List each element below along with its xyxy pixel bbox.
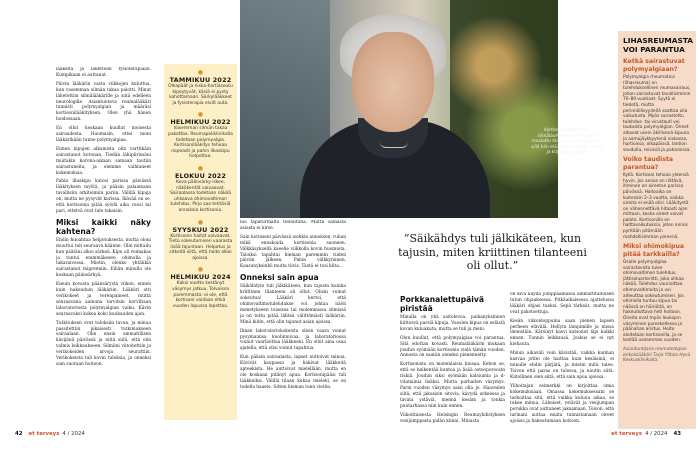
paragraph: Sain kotinseni päivässä isohkin annoksen, ruhan mikä ennakoida kortisonia suoneen. Välkkäsyksellä kaeelle viikkolla kovin huomiota. Taloiksi tapahtui hieman paremmin viiden päivän jälkeen. Pahin välkkyminen. Kaasunyksinkö mutta tiivis. Tästä ei tosi kilta... bbox=[240, 234, 346, 270]
sidebar-text: Osalle polymyalgiaa sairastavista tulee ohimovaltimon tulehdus, jättisoluarteriitti, joka uhkaa näköä. Tulehdus vaurioittaa ohimovaltimoita ja voi aiheuttaa sokeutumisen. Jos ohimolla tuntuu kipua tai näössä on häiriöitä, on hakeuduttava heti hoitoon. Oireita ovat myös leukojen väsyminen pureskellessa ja päänahan aristus. Hoito aloitetaan kortisonilla, ja se kestää useamman vuoden. bbox=[623, 260, 684, 344]
paragraph: Viikoittaisesta Helsingin Reumayhdistyksen vesijumppasta pidän kiinni. Minusta bbox=[400, 412, 505, 424]
sidebar-heading: Voiko taudista parantua? bbox=[623, 156, 674, 171]
paragraph: hoi tapaturmalta tietoiltuna. Mutta samasta asiasta ei kirse. bbox=[240, 220, 346, 231]
issue-number: 4 / 2024 bbox=[645, 431, 668, 437]
timeline-year: SYYSKUU 2022 bbox=[172, 225, 229, 234]
timeline-dot-icon: ● bbox=[197, 218, 204, 226]
paragraph: Säikähdyin tuli jälkikäteen, kun tajusin kuinka kriittinen tilanteeni oli ollut. Olisin voinut sokeutua! Lääkäri kertoi, että ohimovaltimotulehdukse voi johtaa näön menetykseen toisessa tai molemmissa silmissä ja on tuttu pitää lähteä välittömästi lääkäriin. Minä kiitin, että olin tajunut asian ajoissa. bbox=[240, 284, 346, 325]
paragraph: Ehdin huoahtaa helpotuksesta, mutta oloni muuttui tuli seuraava käänne. Olin mittailu kun päätäni alkoi särkeä. Kipu oli voimakas ja tuntui enimmäkseen ohimolla ja takaraivossa. Mietin, olenko yhtäkkiä sairastanut migreeniin. Eihän minulla ole koskaan päänsärkyä. bbox=[56, 237, 151, 279]
timeline-year: ELOKUU 2022 bbox=[174, 171, 227, 180]
article-column-1 bbox=[56, 67, 151, 427]
page-right bbox=[348, 0, 696, 450]
sidebar-credit: Asiantuntijana reumatologian erikoislääkäri Tarja Ylitalo Hyvä Keskusklinikalta. bbox=[623, 346, 691, 364]
photo-caption: Kortisonilääkitykseen silmälauhkassa olisi lopulta maalattu tämän vuoden lopussa, sillä hän elää aina kalliolta välittä ja kilpailun ajoissa. bbox=[530, 128, 604, 156]
timeline-item bbox=[168, 112, 233, 160]
subheading: Onneksi sain apua bbox=[240, 273, 319, 283]
paragraph: lääkeitä ja liikettoen fysioterapiaan. Kumpikaan ei auttanut. bbox=[56, 67, 151, 78]
timeline-item bbox=[168, 220, 233, 262]
pull-quote: ”Säikähdys tuli jälkikäteen, kun tajusin, miten kriittinen tilanteeni oli ollut.” bbox=[398, 232, 587, 272]
timeline-dot-icon: ● bbox=[197, 164, 204, 172]
sidebar-text: Kyllä. Kortisoni tehoaa yleensä hyvin. Jos annos on riittävä, ihminen on oireeton parissa päivässä. Hoitoaika on kuitenkin 2–3 vuotta, vaikka oireita ei enää olisi. Lääkitystä on vähennettävä hitaasti ajan mittaan, koska oireet voivat palata. Kortisonilla on haittavaikutuksia, joten annos pyritään pitämään mahdollisimman pienenä. bbox=[623, 173, 689, 240]
article-column-3 bbox=[240, 220, 346, 425]
timeline-text: Kortisonin haitat vaivaavat. Tieto sokeutumisen vaarasta lisää tajuntaan. Helpotus ja sitkeitä siitä, että hoito alkoi ajoissa. bbox=[168, 233, 233, 261]
timeline-item bbox=[168, 166, 233, 214]
sidebar-text: Polymyalgia rheumatica (lihasreuma) on tulehduksellinen reumasairaus, johon sairastuvat tavallisimmin 70–80-vuotiaat. Syytä ei tiedetä, mutta perinnöllisyydellä saattaa olla vaikutusta. Myös sairastettu tulehdus- tai virustauti voi laukaista polymyalgian. Oireet alkavat usein äkillisenä kipuna ja aamujäykkyytenä niskassa, hartioissa, olkapäissä, lantion seudulla, reisissä ja pakaroissa. bbox=[623, 75, 691, 153]
paragraph: on kiva käydä jumppaamassa ammattitaitoisen tutun ohjauksessa. Pitkäaikaisessa ajattelussa lääkäri ohjasi tueksi. Sepä tärkeät, mutta ne ovat pakotsettuja. bbox=[510, 292, 614, 315]
footer-right bbox=[611, 431, 681, 438]
timeline-dot-icon: ● bbox=[197, 266, 204, 274]
paragraph: Minulla on yhä saitolevoa, paikanyksinnen kiittosvä parsiä kipuja. Vuosien kipua on selästä kovan kuluakuta, mutta se tuli ja meni. bbox=[400, 315, 505, 332]
timeline-dot-icon: ● bbox=[197, 69, 204, 76]
page-number: 43 bbox=[673, 431, 681, 437]
issue-number: 4 / 2024 bbox=[62, 431, 85, 437]
sidebar-heading: Miksi ohimokipua pitää tarkkailla? bbox=[623, 243, 685, 258]
paragraph: En ollut koskaan kuullut moisesta sairaudesta. Huomasin, ettei moni lääkärikään tunne polymyalgiaa. bbox=[56, 126, 151, 143]
timeline-text: Vasemman silmän takaa pakottaa. Reumapoliklinikalla todetaan polymyalgia. Kortisonilääkitys tehoaa nopeasti ja pahin ilkaskipu helpottaa. bbox=[168, 126, 233, 160]
sidebar-title: LIHASREUMASTA VOI PARANTUA bbox=[623, 36, 694, 54]
magazine-brand: et terveys bbox=[28, 431, 60, 437]
article-column-5 bbox=[510, 292, 614, 425]
timeline-text: Kova päänsärky iskee, näkökentät vaivaavat. Sairaalassa todetaan näköä uhkaava ohimovaltimon tulehdus. Pirjo saa tehtäviä annoksia kortisonia. bbox=[170, 179, 231, 213]
timeline-year: HELMIKUU 2022 bbox=[170, 118, 231, 127]
paragraph: Kesän viikonloppuina saan pienen lapsen perheen elävillä. Hellyin lämpimille ja niissa ilmeistäin. Kärsinyt kasvi katsonut läpi kaikki ennen. Tunnin leikkausä. Joskus se ei nyt kiehauta. bbox=[510, 318, 614, 348]
timeline-text: Olkapäät ja niska-hartiaseutu kipeytyvät, käsiä ei pysty kohottamaan. Särkylääkkeet ja fysioterapia eivät auta. bbox=[168, 84, 233, 106]
timeline-year: TAMMIKUU 2022 bbox=[169, 76, 232, 84]
footer-left bbox=[15, 431, 85, 438]
timeline-dot-icon: ● bbox=[197, 111, 204, 119]
paragraph: Minun aikaväli voin kävistää, vaikka kunhan kasvaa jottei ole haittaa kuin kesäisinä, ei minulle ehdin pärjätä, ja mietin mitä tulee. Toivon että paras on tulossa, ja nautin siitä. Kiitollinen olen siitä, että sain apua ajoissa. bbox=[510, 351, 614, 380]
paragraph: Kieuin kovasta päänsärystä viikon, ennen kuin hakeuduin lääkäriin. Lääkäri otti verikokeet ja verenpaineet, mutta seuraavana aamuna tarvitsin korviltaan laboratoriosta polymyalgian vaiku. Kävin seuraavaksi kokea koko kuukauden ajan. bbox=[56, 282, 151, 317]
timeline-item bbox=[168, 267, 233, 309]
info-sidebar bbox=[618, 31, 696, 429]
subheading: Porkkanalettupäivä piristää bbox=[400, 295, 484, 313]
article-column-4 bbox=[400, 292, 505, 425]
sidebar-heading: Ketkä sairastuvat polymyalgiaan? bbox=[623, 58, 685, 73]
paragraph: Pahin illaskipu katosi parissa päivässä lääkityksen myötä, ja pääsin palaamaan tavallisiin arkitoimiin pariin. Välillä kipuja on, mutta ne pysyvät kurissa. Ikävää on se, että kortisonia pitää syödä aika vuosi tai pari, ettetvä ovat tule takaisin. bbox=[56, 179, 151, 214]
paragraph: Ilman laboratoriokokeista olisin vaara voinut pysymaansa kuolinnuvaa, ja laboratoriossa voinut vaarlioittaa lääkkeeni. En ollut aina osaa ajatella, että olisi voinut tapahtua. bbox=[240, 328, 346, 352]
paragraph: Kortisonista on monenlaisia kiusaa. Kehon se, että se heikentää kuntoa ja lisää osteoporoosin riskiä. Joudun siksi syömään kalsiumia ja d-vitamiinia lisäksi. Mutta parhaiten väsymys. Parin vuoden väsymys saisi olla jo. Haaveilen siitä, että jaksaisin sitovia, kävydä arkeessa ja tavata ystäviä, mennä kesäm ja tonkia puutarhassa niin kuin ennen. bbox=[400, 362, 505, 409]
paragraph: Ennen kipujen alkamista olin varttikäin sairastanut koronan. Tiedän lähipiirissäni muitakin korona-aikaan samaan tautiin sairastuneita, ja olemme vaihtaneet kokemuksia. bbox=[56, 146, 151, 176]
paragraph: Ylihoitajan esimerkki on kirjoittaa omia kokemuksiaan. Omassa kokemuksessani se tarkoittaa sitä, että vaikka kuluuu aikaa, se tukee minua. Läheiset, ystävät ja vesijumpan porukka ovat auttaneet jaksamaan. Toivon, että tarinani auttaa muita tunnistamaan oireet ajoissa ja hakeutumaan hoitoon. bbox=[510, 383, 614, 425]
paragraph: Olen kuullut, että polymyalgiaa voi parantua. Sitä odottan kovasti. Reumalääkärin mukaan joudun syömään kortisonia vielä tämän vuoden. Annosta on saatiin onneksi pienennetty. bbox=[400, 335, 505, 359]
timeline-box bbox=[164, 64, 237, 420]
timeline-year: HELMIKUU 2024 bbox=[170, 273, 231, 282]
page-number: 42 bbox=[15, 431, 23, 437]
paragraph: Päivin lääkärin vasta viikkojen kuluttua, kun vasemman silmän takaa palotti. Minut lähetettiin silmälääkärille ja siitä edelleen neurologille. Asiantunteva reumalääkäri tunnisti polymyalgian ja määräsi kortisonilääkityksen. Olen yhä hänen hoidossaan. bbox=[56, 81, 151, 123]
timeline-text: Kaksi vuotta kestänyt väsymys jatkuu. Tolvoissa paremmasta: ei ole, että kortisoni voidaan ehkä vuoden lopussa lopettaa. bbox=[172, 281, 229, 309]
paragraph: Kun pääsin sairaalasta, lapset auttoivat minua. Kävivät kaupassa ja hakivat lääkkeitä apteekista. He auttoivat mielellään, mutta en ole koskaan pitänyt apua. Kortisonipääsi tuli lääkkeiksi. Välillä tilaan kukaa mieleki, se on todella haaste. Sitten hieman tuen vietiin. bbox=[240, 355, 346, 390]
paragraph: Tutkituksen ovat tuloksiin tavan, ja minua passitettiin pikaisesti tutkimukseen sairaalaan. Olin ensin ammatillisen kävijänä päivässä ja niitä siitä, että olin valmis leikkaukseen. Silmiini viitoitettiin ja verikokeiden arvoja seurattiin. Verikokeista tuli kovin tuloksia, ja onneksi sain suoraan hoitoon. bbox=[56, 320, 151, 367]
subheading: Miksi kaikki näky kahtena? bbox=[56, 217, 151, 236]
magazine-brand: et terveys bbox=[611, 431, 643, 437]
timeline-item bbox=[168, 70, 233, 106]
